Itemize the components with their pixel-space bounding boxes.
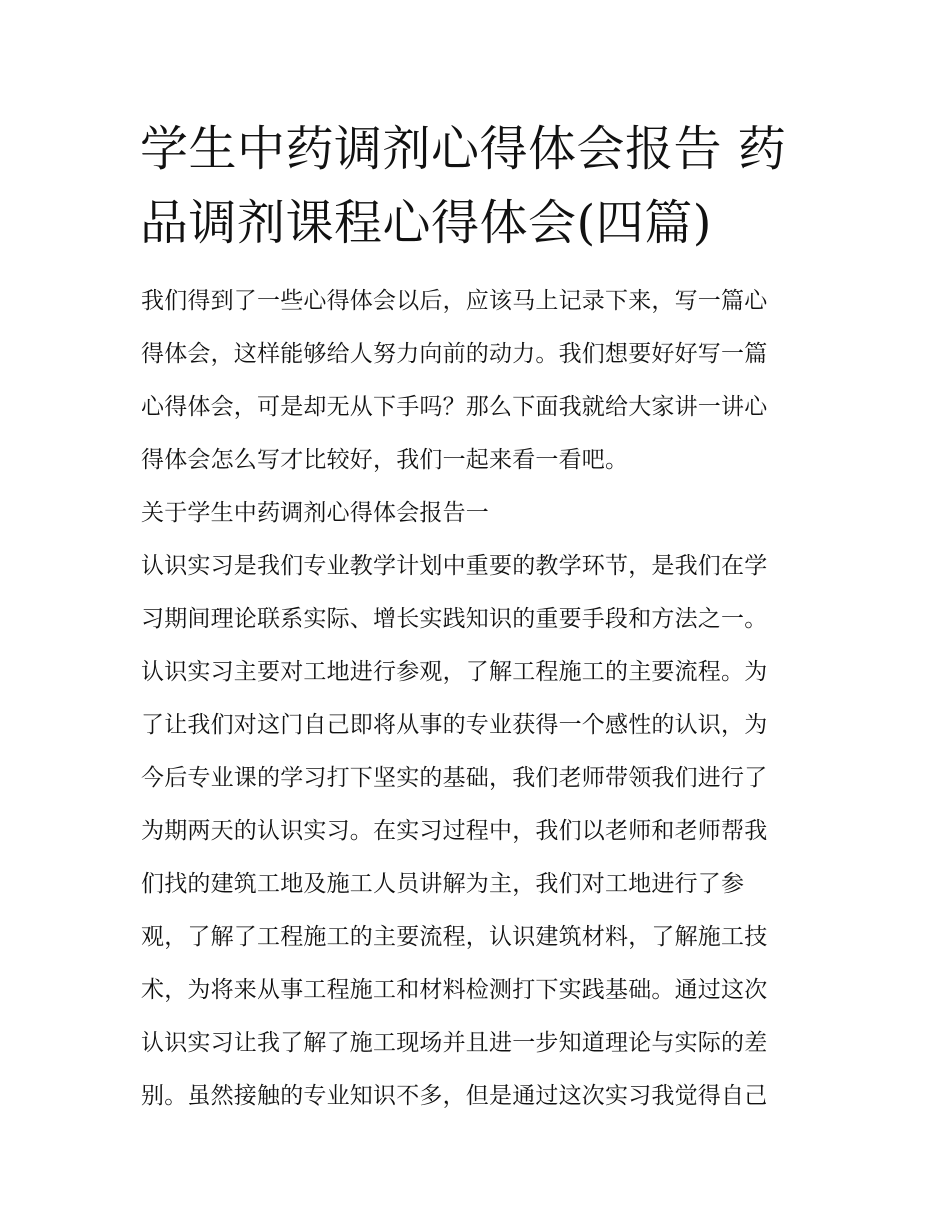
- intro-line: 我们得到了一些心得体会以后，应该马上记录下来，写一篇心: [141, 288, 768, 314]
- document-body: [141, 282, 821, 1130]
- body-line: 了让我们对这门自己即将从事的专业获得一个感性的认识，为: [141, 712, 768, 738]
- body-line: 为期两天的认识实习。在实习过程中，我们以老师和老师帮我: [141, 818, 768, 844]
- body-line: 认识实习让我了解了施工现场并且进一步知道理论与实际的差: [141, 1030, 768, 1056]
- section-heading: 关于学生中药调剂心得体会报告一: [141, 500, 489, 526]
- body-line: 认识实习主要对工地进行参观，了解工程施工的主要流程。为: [141, 659, 768, 685]
- body-line: 别。虽然接触的专业知识不多，但是通过这次实习我觉得自己: [141, 1083, 768, 1109]
- body-line: 们找的建筑工地及施工人员讲解为主，我们对工地进行了参: [141, 871, 745, 897]
- body-line: 观，了解了工程施工的主要流程，认识建筑材料，了解施工技: [141, 924, 768, 950]
- document-title: [140, 112, 820, 260]
- body-line: 今后专业课的学习打下坚实的基础，我们老师带领我们进行了: [141, 765, 768, 791]
- intro-line: 得体会怎么写才比较好，我们一起来看一看吧。: [141, 447, 629, 473]
- intro-line: 心得体会，可是却无从下手吗？那么下面我就给大家讲一讲心: [141, 394, 768, 420]
- title-line: 学生中药调剂心得体会报告 药: [140, 121, 787, 177]
- body-line: 认识实习是我们专业教学计划中重要的教学环节，是我们在学: [141, 553, 768, 579]
- title-line: 品调剂课程心得体会(四篇): [140, 195, 712, 251]
- intro-line: 得体会，这样能够给人努力向前的动力。我们想要好好写一篇: [141, 341, 768, 367]
- body-line: 习期间理论联系实际、增长实践知识的重要手段和方法之一。: [141, 606, 768, 632]
- body-line: 术，为将来从事工程施工和材料检测打下实践基础。通过这次: [141, 977, 768, 1003]
